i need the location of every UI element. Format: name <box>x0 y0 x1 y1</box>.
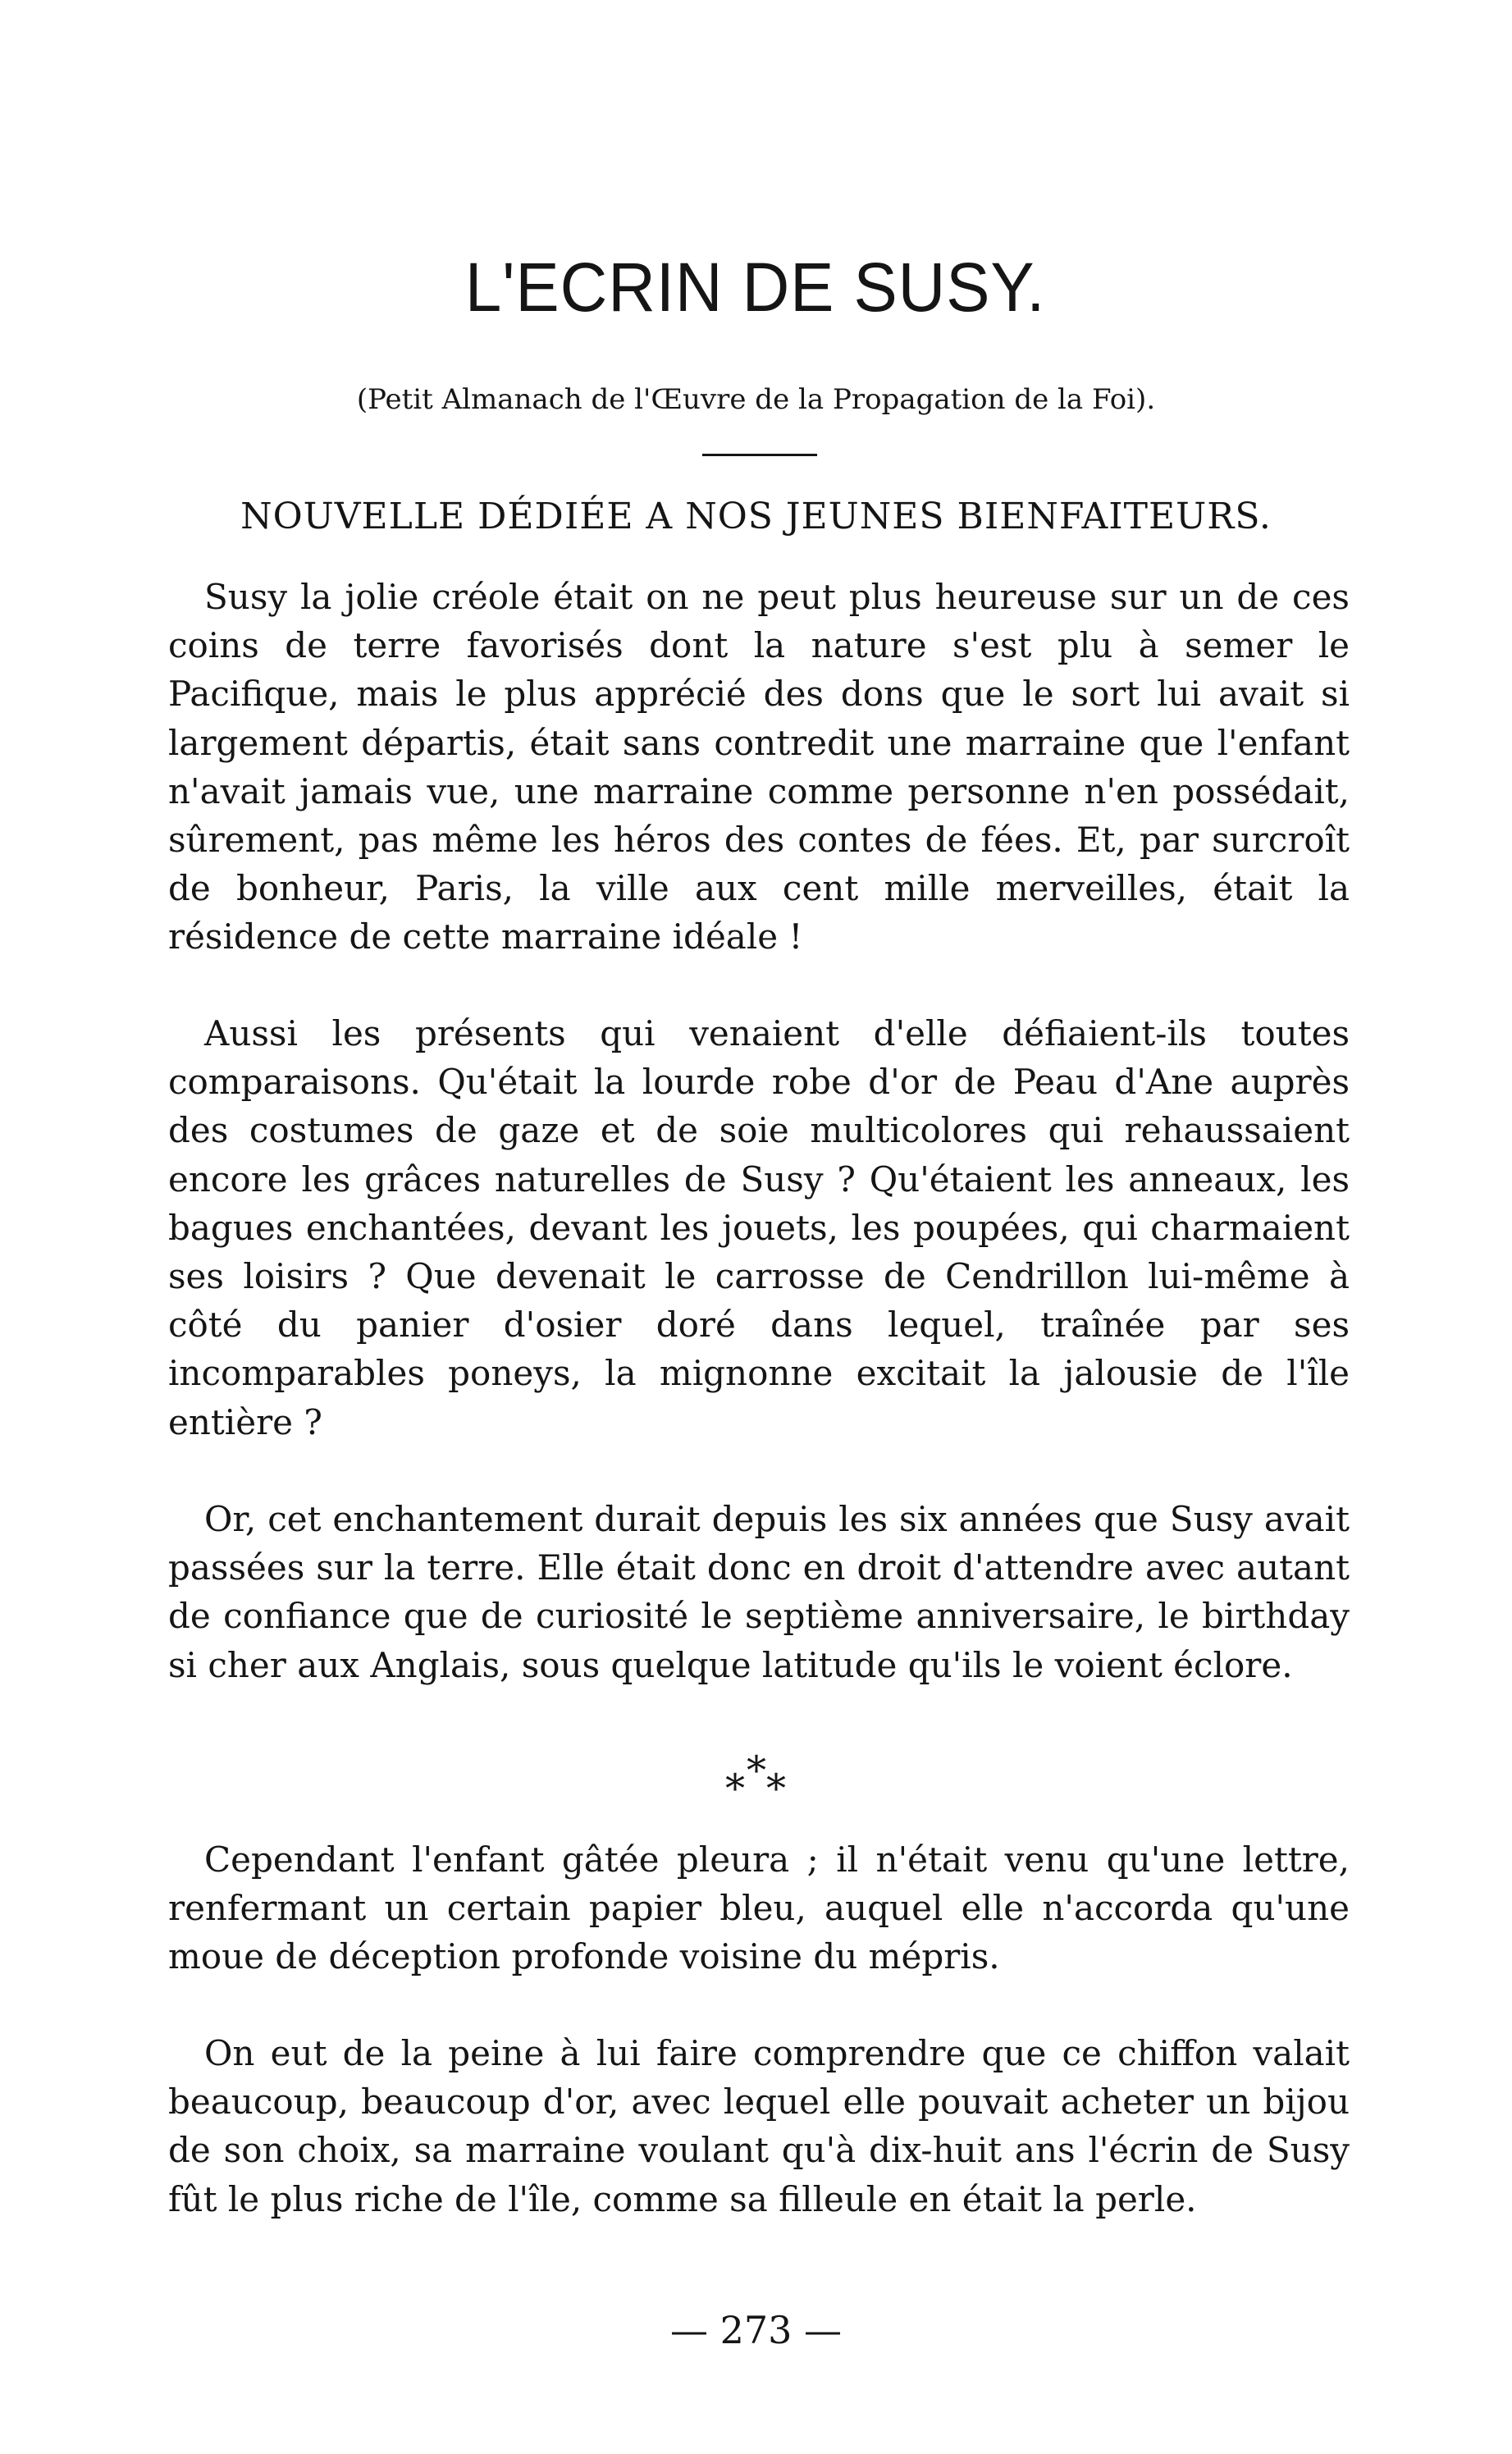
paragraph-5: On eut de la peine à lui faire comprendre que ce chiffon valait beaucoup, beaucoup d'or, avec lequel elle pouvait acheter un bijou de son choix, sa marraine voulant qu'à dix-huit ans l'écrin de Susy fût le plus riche de l'île, comme sa filleule en était la perle. <box>168 2033 1350 2219</box>
paragraph-1: Susy la jolie créole était on ne peut plus heureuse sur un de ces coins de terre favorisés dont la nature s'est plu à semer le Pacifique, mais le plus apprécié des dons que le sort lui avait si largement départis, était sans contredit une marraine que l'enfant n'avait jamais vue, une marraine comme personne n'en possédait, sûrement, pas même les héros des contes de fées. Et, par surcroît de bonheur, Paris, la ville aux cent mille merveilles, était la résidence de cette marraine idéale ! <box>168 577 1350 957</box>
asterism-star-top: * <box>747 1748 766 1794</box>
asterism-star-right: * <box>766 1766 786 1812</box>
paragraph-3: Or, cet enchantement durait depuis les six années que Susy avait passées sur la terre. Elle était donc en droit d'attendre avec autant de confiance que de curiosité le septième anniversaire, le birthday si cher aux Anglais, sous quelque latitude qu'ils le voient éclore. <box>168 1499 1350 1685</box>
title-rule <box>702 454 817 456</box>
dedication-heading: NOUVELLE DÉDIÉE A NOS JEUNES BIENFAITEURS. <box>240 496 1272 537</box>
paragraph-4: Cependant l'enfant gâtée pleura ; il n'était venu qu'une lettre, renfermant un certain papier bleu, auquel elle n'accorda qu'une moue de déception profonde voisine du mépris. <box>168 1839 1350 1977</box>
section-break-asterism <box>706 1748 820 1830</box>
page-title: L'ECRIN DE SUSY. <box>464 249 1046 326</box>
page-number: — 273 — <box>669 2308 843 2352</box>
source-subtitle: (Petit Almanach de l'Œuvre de la Propagation de la Foi). <box>356 383 1156 416</box>
paragraph-2: Aussi les présents qui venaient d'elle défiaient-ils toutes comparaisons. Qu'était la lourde robe d'or de Peau d'Ane auprès des costumes de gaze et de soie multicolores qui rehaussaient encore les grâces naturelles de Susy ? Qu'étaient les anneaux, les bagues enchantées, devant les jouets, les poupées, qui charmaient ses loisirs ? Que devenait le carrosse de Cendrillon lui-même à côté du panier d'osier doré dans lequel, traînée par ses incomparables poneys, la mignonne excitait la jalousie de l'île entière ? <box>168 1013 1350 1442</box>
asterism-star-left: * <box>725 1766 745 1812</box>
